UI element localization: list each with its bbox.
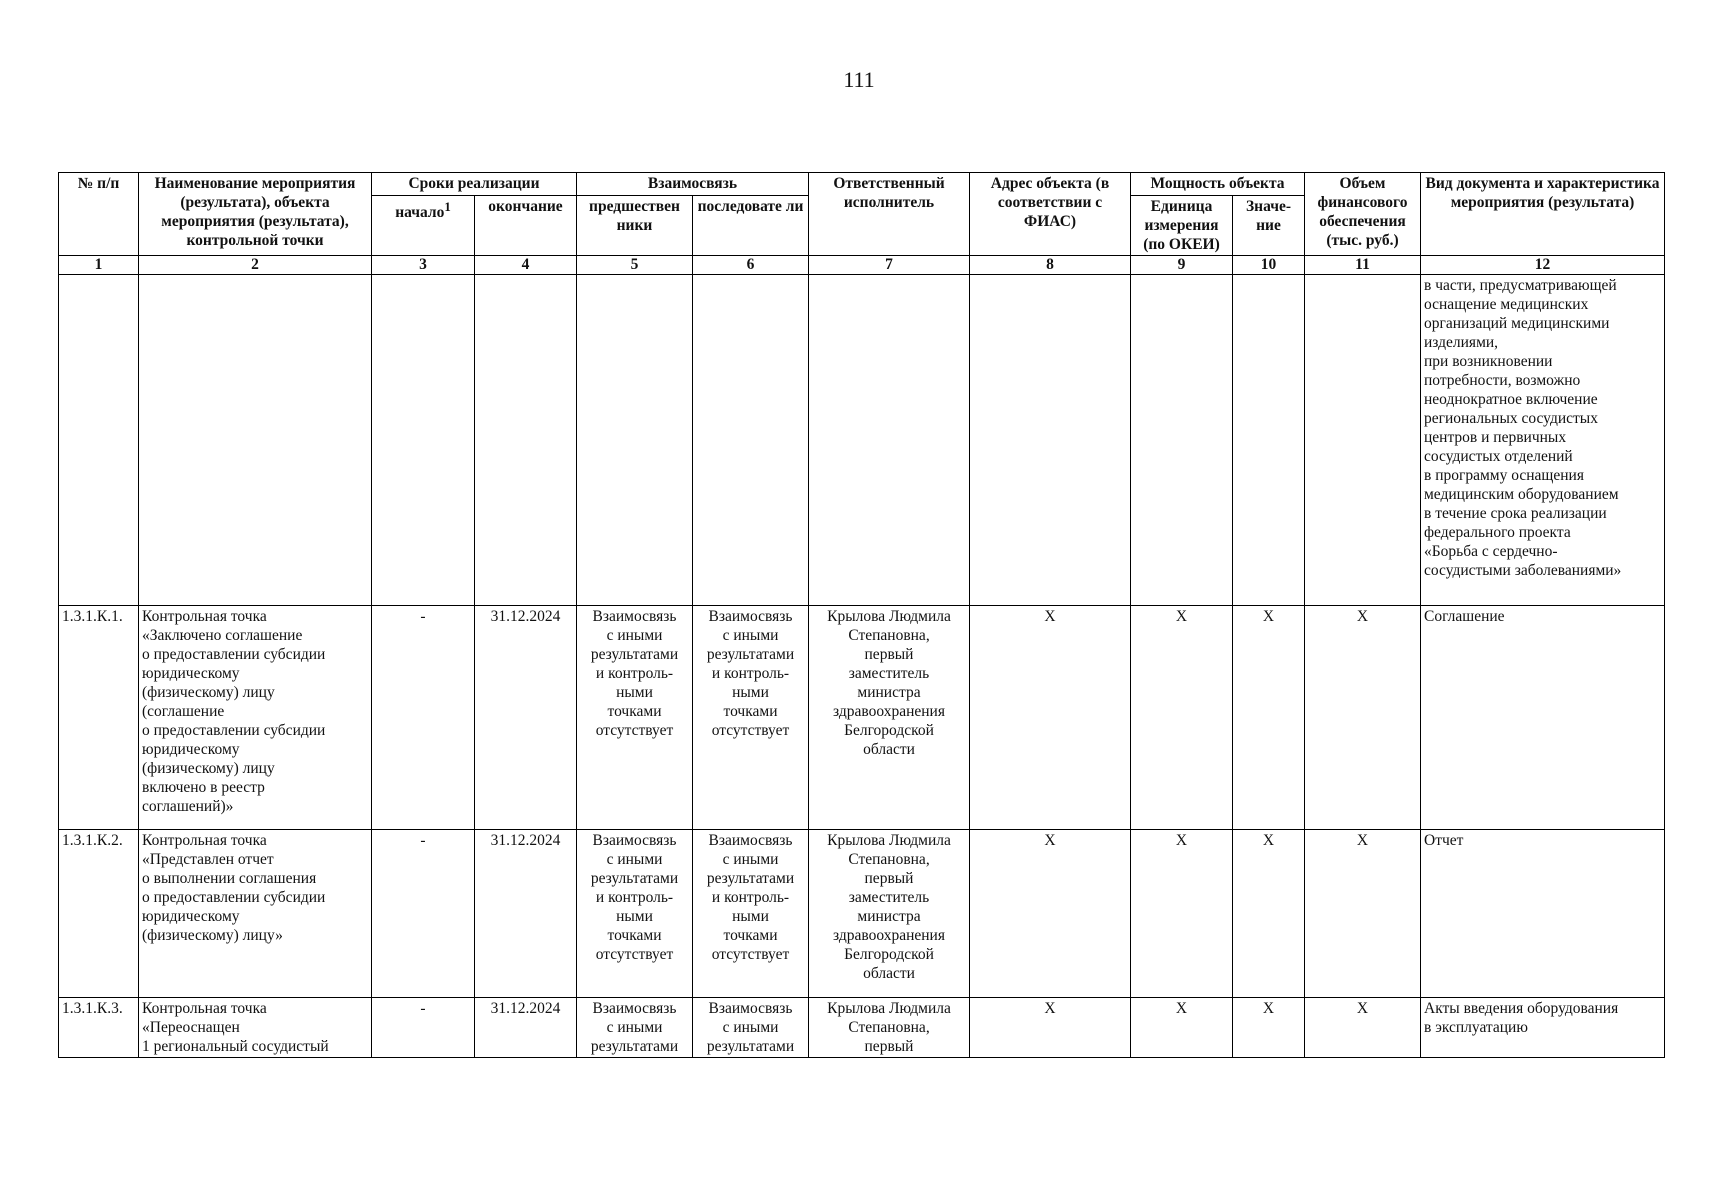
header-start-footnote: 1	[444, 199, 451, 214]
column-number: 8	[970, 256, 1131, 275]
row-doc-type: Акты введения оборудования в эксплуатацию	[1421, 998, 1665, 1058]
row-unit: X	[1131, 830, 1233, 998]
header-row-1	[59, 173, 1665, 196]
row-predecessors: Взаимосвязь с иными результатами	[577, 998, 693, 1058]
column-number: 3	[372, 256, 475, 275]
table-row	[59, 606, 1665, 830]
header-link-group: Взаимосвязь	[577, 173, 809, 196]
row-name: Контрольная точка «Заключено соглашение о предоставлении субсидии юридическому (физическому) лицу (соглашение о предоставлении субсидии юридическому (физическому) лицу включено в реестр соглашений)»	[139, 606, 372, 830]
table-row	[59, 830, 1665, 998]
column-number: 1	[59, 256, 139, 275]
row-name: Контрольная точка «Представлен отчет о выполнении соглашения о предоставлении субсидии юридическому (физическому) лицу»	[139, 830, 372, 998]
row-doc-type: Отчет	[1421, 830, 1665, 998]
row-start: -	[372, 606, 475, 830]
column-number: 9	[1131, 256, 1233, 275]
row-address: X	[970, 606, 1131, 830]
row-funding: X	[1305, 606, 1421, 830]
row-funding: X	[1305, 830, 1421, 998]
page-number: 111	[843, 67, 875, 92]
empty-cell	[693, 275, 809, 606]
column-number: 11	[1305, 256, 1421, 275]
header-funding: Объем финансового обеспечения (тыс. руб.)	[1305, 173, 1421, 256]
empty-cell	[1131, 275, 1233, 606]
header-value: Значе- ние	[1233, 196, 1305, 256]
empty-cell	[372, 275, 475, 606]
row-successors: Взаимосвязь с иными результатами	[693, 998, 809, 1058]
header-terms-group: Сроки реализации	[372, 173, 577, 196]
header-address: Адрес объекта (в соответствии с ФИАС)	[970, 173, 1131, 256]
column-number: 10	[1233, 256, 1305, 275]
row-funding: X	[1305, 998, 1421, 1058]
empty-cell	[475, 275, 577, 606]
header-start-label: начало	[395, 204, 445, 222]
activities-table	[58, 172, 1665, 1058]
header-end: окончание	[475, 196, 577, 256]
row-predecessors: Взаимосвязь с иными результатами и контроль- ными точками отсутствует	[577, 606, 693, 830]
header-start	[372, 196, 475, 256]
empty-cell	[970, 275, 1131, 606]
row-unit: X	[1131, 606, 1233, 830]
empty-cell	[809, 275, 970, 606]
row-responsible: Крылова Людмила Степановна, первый	[809, 998, 970, 1058]
row-num: 1.3.1.К.3.	[59, 998, 139, 1058]
continuation-doc-text: в части, предусматривающей оснащение медицинских организаций медицинскими изделиями, при возникновении потребности, возможно неоднократное включение региональных сосудистых центров и первичных сосудистых отделений в программу оснащения медицинским оборудованием в течение срока реализации федерального проекта «Борьба с сердечно- сосудистыми заболеваниями»	[1421, 275, 1665, 606]
empty-cell	[139, 275, 372, 606]
empty-cell	[577, 275, 693, 606]
column-number: 2	[139, 256, 372, 275]
row-unit: X	[1131, 998, 1233, 1058]
row-end: 31.12.2024	[475, 998, 577, 1058]
header-responsible: Ответственный исполнитель	[809, 173, 970, 256]
column-number: 7	[809, 256, 970, 275]
row-successors: Взаимосвязь с иными результатами и контроль- ными точками отсутствует	[693, 606, 809, 830]
continuation-row	[59, 275, 1665, 606]
row-address: X	[970, 998, 1131, 1058]
header-capacity-group: Мощность объекта	[1131, 173, 1305, 196]
empty-cell	[1233, 275, 1305, 606]
column-number: 5	[577, 256, 693, 275]
header-unit: Единица измерения (по ОКЕИ)	[1131, 196, 1233, 256]
row-value: X	[1233, 998, 1305, 1058]
row-end: 31.12.2024	[475, 606, 577, 830]
row-num: 1.3.1.К.2.	[59, 830, 139, 998]
column-number-row	[59, 256, 1665, 275]
row-value: X	[1233, 830, 1305, 998]
row-responsible: Крылова Людмила Степановна, первый заместитель министра здравоохранения Белгородской области	[809, 830, 970, 998]
row-value: X	[1233, 606, 1305, 830]
empty-cell	[59, 275, 139, 606]
table-row	[59, 998, 1665, 1058]
row-responsible: Крылова Людмила Степановна, первый заместитель министра здравоохранения Белгородской области	[809, 606, 970, 830]
row-successors: Взаимосвязь с иными результатами и контроль- ными точками отсутствует	[693, 830, 809, 998]
header-predecessors: предшествен ники	[577, 196, 693, 256]
row-num: 1.3.1.К.1.	[59, 606, 139, 830]
row-doc-type: Соглашение	[1421, 606, 1665, 830]
row-start: -	[372, 998, 475, 1058]
header-num: № п/п	[59, 173, 139, 256]
column-number: 4	[475, 256, 577, 275]
empty-cell	[1305, 275, 1421, 606]
column-number: 6	[693, 256, 809, 275]
row-start: -	[372, 830, 475, 998]
row-end: 31.12.2024	[475, 830, 577, 998]
column-number: 12	[1421, 256, 1665, 275]
header-successors: последовате ли	[693, 196, 809, 256]
row-address: X	[970, 830, 1131, 998]
row-predecessors: Взаимосвязь с иными результатами и контроль- ными точками отсутствует	[577, 830, 693, 998]
header-doc-type: Вид документа и характеристика мероприятия (результата)	[1421, 173, 1665, 256]
row-name: Контрольная точка «Переоснащен 1 региональный сосудистый	[139, 998, 372, 1058]
header-name: Наименование мероприятия (результата), объекта мероприятия (результата), контрольной точки	[139, 173, 372, 256]
